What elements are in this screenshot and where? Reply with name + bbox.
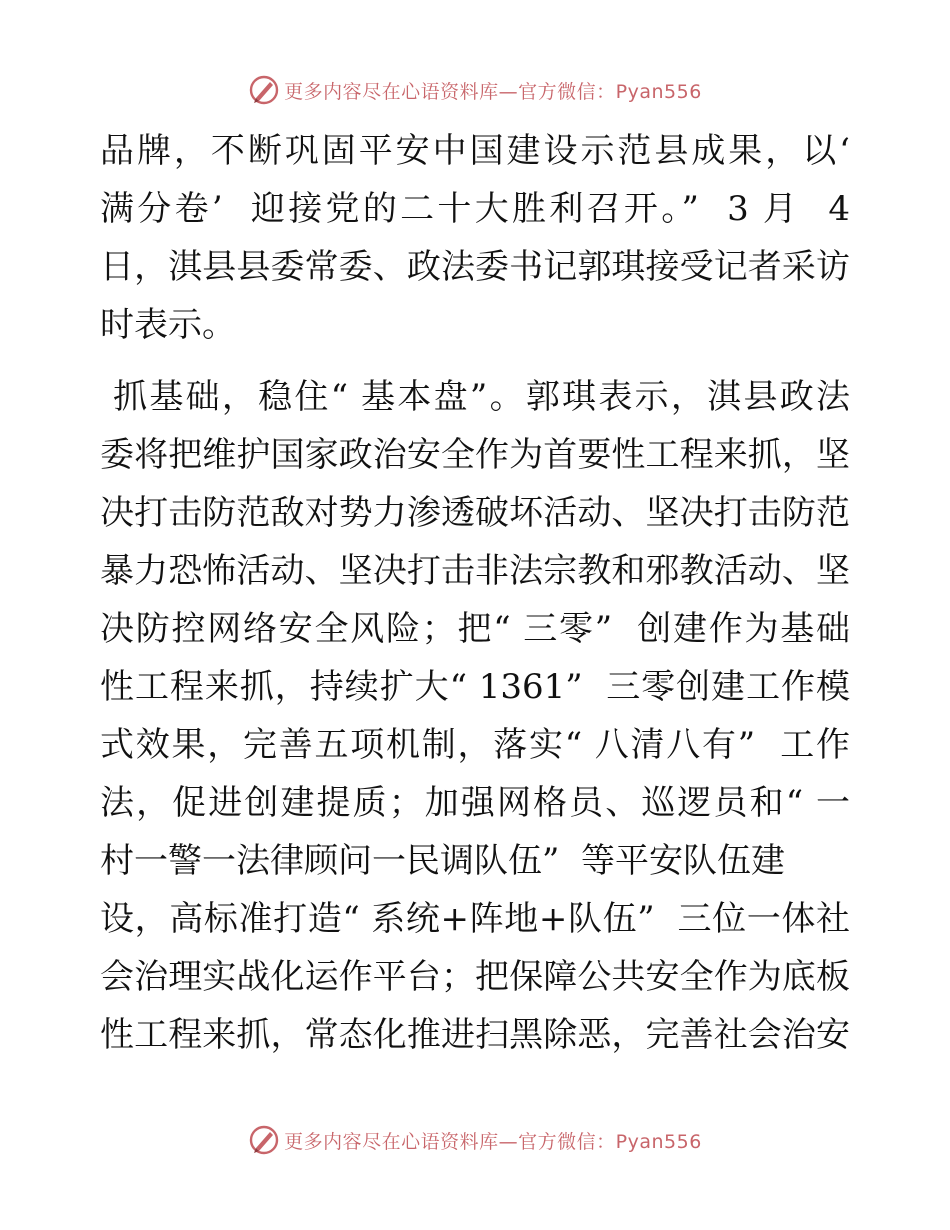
text-line: 品牌，不断巩固平安中国建设示范县成果，以‘ — [100, 131, 850, 171]
text-line: 性工程来抓，持续扩大“ 1361” 三零创建工作模 — [100, 667, 850, 707]
text-line: 性工程来抓，常态化推进扫黑除恶，完善社会治安 — [100, 1015, 850, 1055]
text-line: 委将把维护国家政治安全作为首要性工程来抓，坚 — [100, 435, 850, 475]
text-line: 决防控网络安全风险；把“ 三零” 创建作为基础 — [100, 609, 850, 649]
text-line: 设，高标准打造“ 系统+阵地+队伍” 三位一体社 — [100, 899, 850, 939]
pen-logo-icon — [248, 74, 280, 106]
paragraph-gap — [100, 354, 850, 368]
document-body — [100, 122, 850, 1064]
text-line: 时表示。 — [100, 305, 236, 345]
watermark-text: 更多内容尽在心语资料库—官方微信：Pyan556 — [284, 1130, 702, 1153]
text-line: 决打击防范敌对势力渗透破坏活动、坚决打击防范 — [100, 493, 850, 533]
watermark-header — [0, 70, 950, 110]
paragraph-2 — [100, 368, 850, 1064]
watermark-footer — [0, 1120, 950, 1160]
text-line: 式效果，完善五项机制，落实“ 八清八有” 工作 — [100, 725, 850, 765]
paragraph-1 — [100, 122, 850, 354]
text-line: 日，淇县县委常委、政法委书记郭琪接受记者采访 — [100, 247, 850, 287]
pen-logo-icon — [248, 1124, 280, 1156]
text-line: 满分卷’ 迎接党的二十大胜利召开。” 3 月 4 — [100, 189, 850, 229]
text-line: 会治理实战化运作平台；把保障公共安全作为底板 — [100, 957, 850, 997]
text-line: 暴力恐怖活动、坚决打击非法宗教和邪教活动、坚 — [100, 551, 850, 591]
text-line: 村一警一法律顾问一民调队伍” 等平安队伍建 — [100, 841, 785, 881]
text-line: 抓基础，稳住“ 基本盘”。郭琪表示，淇县政法 — [100, 377, 850, 417]
text-line: 法，促进创建提质；加强网格员、巡逻员和“ 一 — [100, 783, 850, 823]
watermark-text: 更多内容尽在心语资料库—官方微信：Pyan556 — [284, 80, 702, 103]
